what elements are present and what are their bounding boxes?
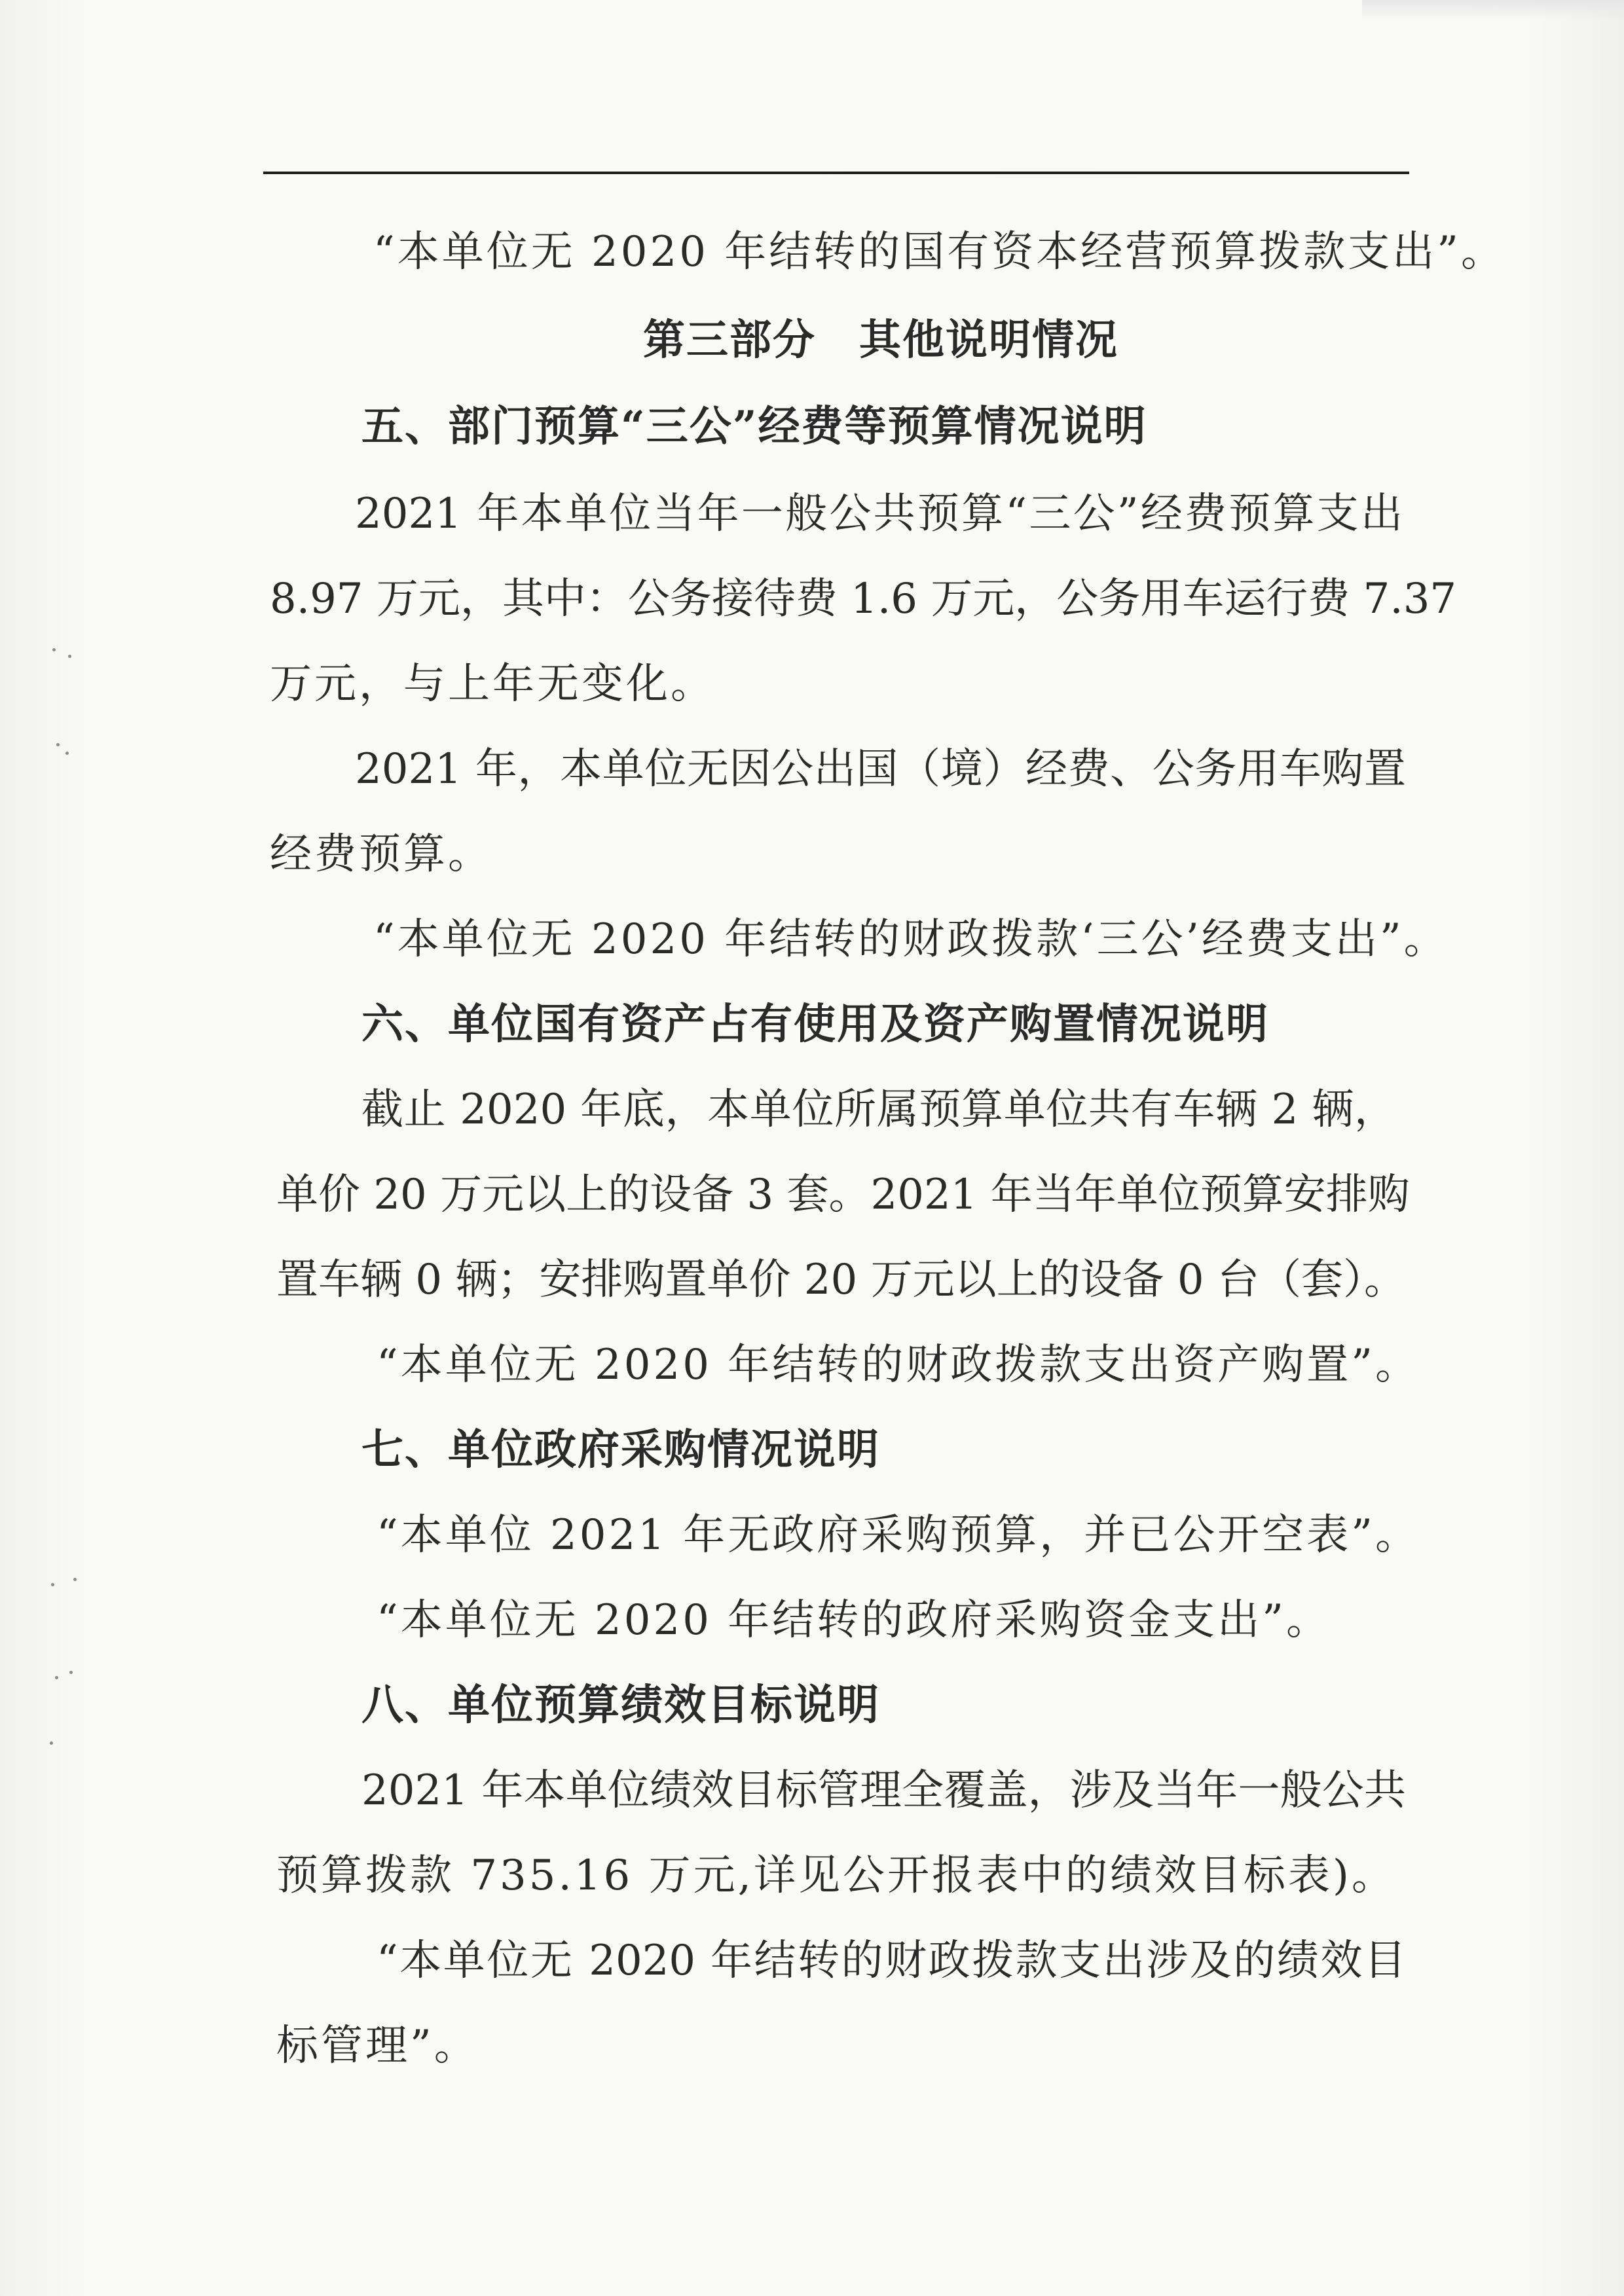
paragraph-line: “本单位无 2020 年结转的国有资本经营预算拨款支出”。 — [373, 228, 1505, 276]
scan-speck — [50, 1741, 53, 1745]
paragraph-line: “本单位无 2020 年结转的政府采购资金支出”。 — [377, 1596, 1331, 1645]
scan-speck — [56, 743, 60, 746]
paragraph-line: “本单位无 2020 年结转的财政拨款支出资产购置”。 — [377, 1341, 1420, 1389]
paragraph-line: “本单位无 2020 年结转的财政拨款‘三公’经费支出”。 — [373, 915, 1449, 964]
paragraph-line: 2021 年本单位当年一般公共预算“三公”经费预算支出 — [355, 490, 1403, 538]
paragraph-line: 截止 2020 年底，本单位所属预算单位共有车辆 2 辆， — [361, 1085, 1396, 1134]
scan-speck — [55, 1676, 58, 1679]
header-rule — [263, 172, 1409, 174]
scan-speck — [69, 1671, 73, 1674]
paragraph-line: 预算拨款 735.16 万元,详见公开报表中的绩效目标表)。 — [276, 1851, 1396, 1900]
scan-speck — [68, 655, 71, 658]
paragraph-line: 置车辆 0 辆；安排购置单价 20 万元以上的设备 0 台（套）。 — [276, 1256, 1406, 1304]
section-heading: 五、部门预算“三公”经费等预算情况说明 — [361, 402, 1147, 451]
paragraph-line: “本单位 2021 年无政府采购预算，并已公开空表”。 — [377, 1511, 1420, 1559]
paragraph-line: 单价 20 万元以上的设备 3 套。2021 年当年单位预算安排购 — [276, 1171, 1410, 1219]
section-heading: 八、单位预算绩效目标说明 — [361, 1681, 880, 1730]
paragraph-line: 2021 年，本单位无因公出国（境）经费、公务用车购置 — [355, 745, 1406, 793]
section-heading: 七、单位政府采购情况说明 — [361, 1425, 880, 1474]
scan-speck — [52, 648, 56, 651]
scan-shadow — [1362, 0, 1624, 20]
paragraph-line: 经费预算。 — [270, 830, 492, 879]
paragraph-line: 万元，与上年无变化。 — [270, 660, 715, 708]
scan-speck — [65, 752, 69, 755]
section-heading: 六、单位国有资产占有使用及资产购置情况说明 — [361, 1000, 1269, 1049]
scan-speck — [51, 1583, 54, 1586]
paragraph-line: 8.97 万元，其中：公务接待费 1.6 万元，公务用车运行费 7.37 — [270, 575, 1457, 623]
paragraph-line: 标管理”。 — [276, 2022, 479, 2070]
section-title: 第三部分 其他说明情况 — [643, 316, 1118, 365]
paragraph-line: 2021 年本单位绩效目标管理全覆盖，涉及当年一般公共 — [361, 1766, 1406, 1815]
paragraph-line: “本单位无 2020 年结转的财政拨款支出涉及的绩效目 — [377, 1937, 1406, 1985]
scan-speck — [73, 1578, 77, 1581]
